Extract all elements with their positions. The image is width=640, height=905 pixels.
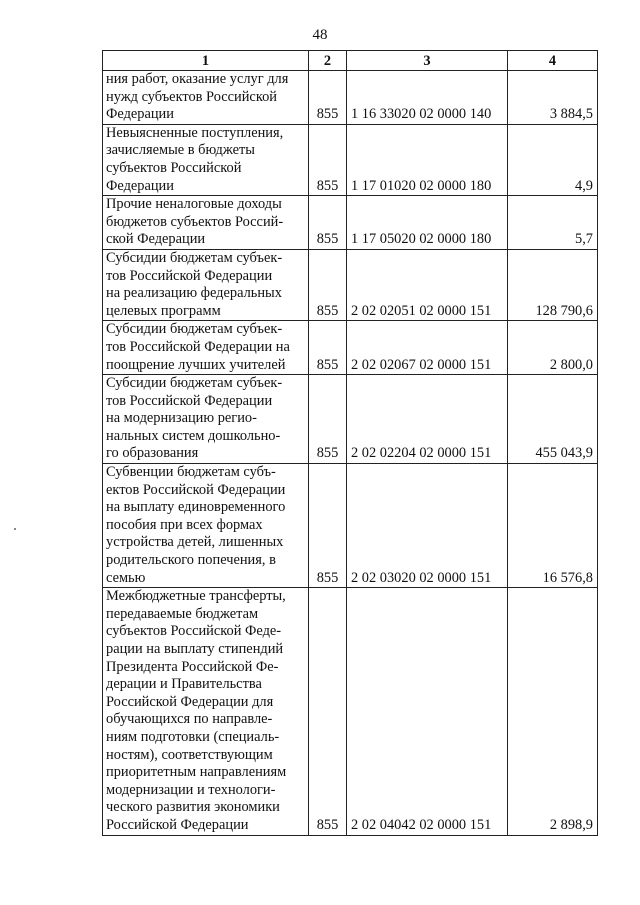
- header-column-4: 4: [508, 51, 598, 71]
- revenue-name-cell: Субсидии бюджетам субъек- тов Российской Федерации на реализацию федеральных целевых программ: [103, 249, 309, 320]
- amount-cell: 128 790,6: [508, 249, 598, 320]
- table-row: [103, 71, 598, 125]
- amount-cell: 5,7: [508, 196, 598, 250]
- amount-cell: 16 576,8: [508, 464, 598, 588]
- header-column-2: 2: [309, 51, 347, 71]
- budget-classification-code-cell: 1 17 01020 02 0000 180: [347, 124, 508, 195]
- table-row: [103, 375, 598, 464]
- budget-classification-code-cell: 1 16 33020 02 0000 140: [347, 71, 508, 125]
- budget-classification-code-cell: 2 02 02051 02 0000 151: [347, 249, 508, 320]
- revenue-name-cell: ния работ, оказание услуг для нужд субъектов Российской Федерации: [103, 71, 309, 125]
- admin-code-cell: 855: [309, 249, 347, 320]
- table-row: [103, 321, 598, 375]
- admin-code-cell: 855: [309, 71, 347, 125]
- budget-revenue-table-container: [102, 50, 598, 836]
- budget-classification-code-cell: 2 02 03020 02 0000 151: [347, 464, 508, 588]
- table-row: [103, 464, 598, 588]
- amount-cell: 2 800,0: [508, 321, 598, 375]
- revenue-name-cell: Невыясненные поступления, зачисляемые в бюджеты субъектов Российской Федерации: [103, 124, 309, 195]
- table-row: [103, 124, 598, 195]
- admin-code-cell: 855: [309, 124, 347, 195]
- header-column-3: 3: [347, 51, 508, 71]
- revenue-name-cell: Прочие неналоговые доходы бюджетов субъектов Россий- ской Федерации: [103, 196, 309, 250]
- page-number: 48: [312, 27, 328, 43]
- amount-cell: 2 898,9: [508, 588, 598, 835]
- admin-code-cell: 855: [309, 196, 347, 250]
- budget-classification-code-cell: 2 02 02067 02 0000 151: [347, 321, 508, 375]
- table-row: [103, 249, 598, 320]
- table-header: [103, 51, 598, 71]
- amount-cell: 3 884,5: [508, 71, 598, 125]
- table-row: [103, 588, 598, 835]
- admin-code-cell: 855: [309, 464, 347, 588]
- budget-classification-code-cell: 1 17 05020 02 0000 180: [347, 196, 508, 250]
- budget-revenue-table: [102, 50, 598, 836]
- table-row: [103, 196, 598, 250]
- header-column-1: 1: [103, 51, 309, 71]
- revenue-name-cell: Межбюджетные трансферты, передаваемые бюджетам субъектов Российской Феде- рации на выплату стипендий Президента Российской Фе- дерации и Правительства Российской Федерации для обучающихся по направле- ниям подготовки (специаль- ностям), соответствующим приоритетным направлениям модернизации и технологи- ческого развития экономики Российской Федерации: [103, 588, 309, 835]
- amount-cell: 455 043,9: [508, 375, 598, 464]
- revenue-name-cell: Субсидии бюджетам субъек- тов Российской Федерации на поощрение лучших учителей: [103, 321, 309, 375]
- table-body: [103, 71, 598, 836]
- revenue-name-cell: Субсидии бюджетам субъек- тов Российской Федерации на модернизацию регио- нальных систем дошкольно- го образования: [103, 375, 309, 464]
- admin-code-cell: 855: [309, 588, 347, 835]
- revenue-name-cell: Субвенции бюджетам субъ- ектов Российской Федерации на выплату единовременного пособия при всех формах устройства детей, лишенных родительского попечения, в семью: [103, 464, 309, 588]
- scan-speck: [14, 528, 16, 530]
- header-row: [103, 51, 598, 71]
- admin-code-cell: 855: [309, 321, 347, 375]
- admin-code-cell: 855: [309, 375, 347, 464]
- amount-cell: 4,9: [508, 124, 598, 195]
- budget-classification-code-cell: 2 02 02204 02 0000 151: [347, 375, 508, 464]
- budget-classification-code-cell: 2 02 04042 02 0000 151: [347, 588, 508, 835]
